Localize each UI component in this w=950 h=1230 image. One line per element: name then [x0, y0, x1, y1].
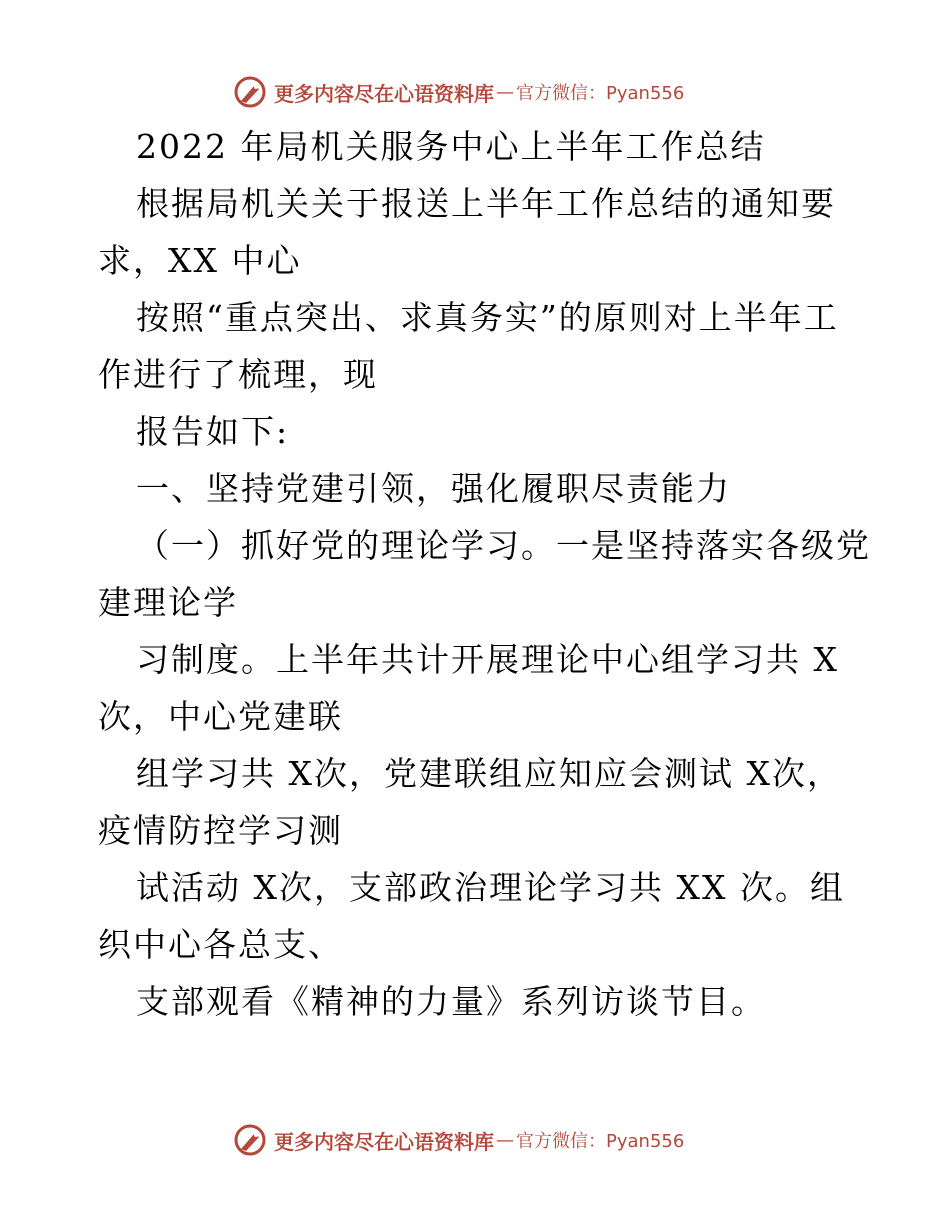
watermark-main-text: 更多内容尽在心语资料库	[274, 81, 494, 106]
paragraph-line: 求，XX 中心	[98, 241, 302, 280]
pen-nib-circle-icon	[232, 1122, 268, 1158]
watermark-wechat: 官方微信：Pyan556	[516, 1131, 685, 1152]
paragraph-line: 疫情防控学习测	[98, 811, 343, 850]
watermark-separator: —	[496, 1129, 514, 1151]
watermark-separator: —	[496, 81, 514, 103]
paragraph-line: 组学习共 X次，党建联组应知应会测试 X次，	[136, 754, 842, 793]
document-body	[98, 118, 878, 1030]
paragraph-line: 按照“重点突出、求真务实”的原则对上半年工	[136, 298, 839, 337]
section-heading: 一、坚持党建引领，强化履职尽责能力	[136, 469, 731, 508]
paragraph-line: 作进行了梳理，现	[98, 355, 378, 394]
paragraph-line: 习制度。上半年共计开展理论中心组学习共 X	[136, 640, 839, 679]
paragraph-line: 织中心各总支、	[98, 925, 343, 964]
paragraph-line: 试活动 X次，支部政治理论学习共 XX 次。组	[136, 868, 845, 907]
paragraph-line: 根据局机关关于报送上半年工作总结的通知要	[136, 184, 836, 223]
paragraph-line: 报告如下:	[136, 412, 290, 451]
pen-nib-circle-icon	[232, 74, 268, 110]
paragraph-line: 建理论学	[98, 583, 238, 622]
watermark-wechat: 官方微信：Pyan556	[516, 83, 685, 104]
document-title: 2022 年局机关服务中心上半年工作总结	[136, 127, 766, 166]
paragraph-line: （一）抓好党的理论学习。一是坚持落实各级党	[136, 526, 871, 565]
paragraph-line: 次，中心党建联	[98, 697, 343, 736]
paragraph-line: 支部观看《精神的力量》系列访谈节目。	[136, 982, 766, 1021]
watermark-main-text: 更多内容尽在心语资料库	[274, 1129, 494, 1154]
watermark-footer	[232, 1120, 684, 1160]
watermark-header	[232, 72, 684, 112]
